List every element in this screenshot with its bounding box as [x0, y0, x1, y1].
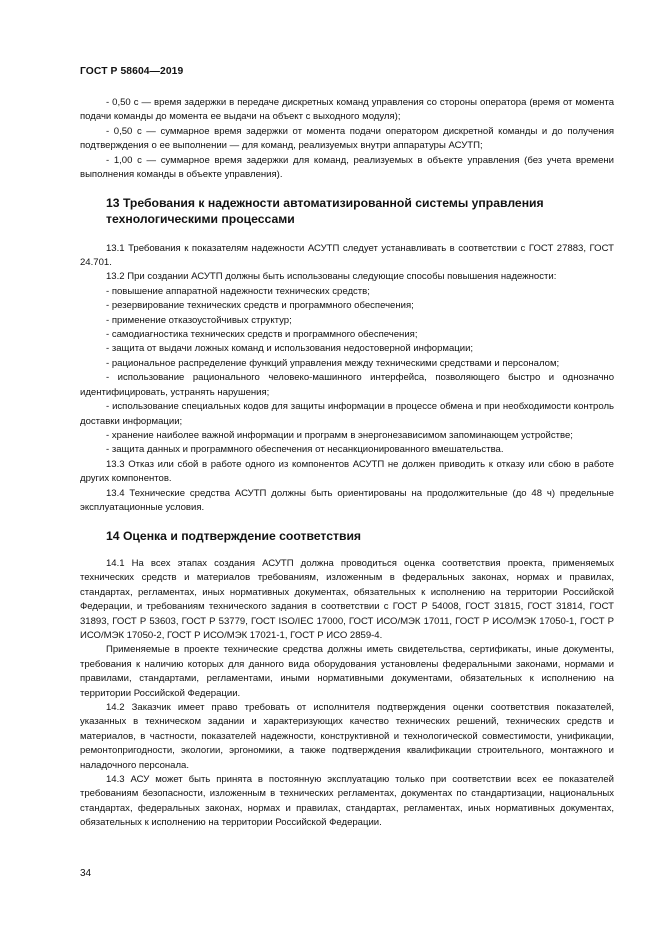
section-13-paragraph: 13.4 Технические средства АСУТП должны быть ориентированы на продолжительные (до 48 ч) предельные эксплуатационные условия. — [80, 487, 614, 513]
reliability-method-item: - защита от выдачи ложных команд и использования недостоверной информации; — [106, 343, 474, 355]
document-body — [80, 96, 614, 831]
section-14-paragraph: Применяемые в проекте технические средства должны иметь свидетельства, сертификаты, иные документы, требования к наличию которых для данного вида оборудования установлены федеральными законами, нормами и правилами, стандартами, регламентами, иными нормативными документами, обязательных к исполнению на территории Российской Федерации. — [80, 644, 614, 699]
section-13-paragraph: 13.1 Требования к показателям надежности АСУТП следует устанавливать в соответствии с ГОСТ 27883, ГОСТ 24.701. — [80, 242, 614, 269]
reliability-method-item: - хранение наиболее важной информации и программ в энергонезависимом запоминающем устройстве; — [106, 429, 573, 441]
reliability-method-item: - повышение аппаратной надежности технических средств; — [106, 285, 370, 297]
reliability-method-item: - резервирование технических средств и программного обеспечения; — [106, 300, 414, 312]
section-14-heading: 14 Оценка и подтверждение соответствия — [106, 529, 362, 544]
reliability-method-item: - защита данных и программного обеспечения от несанкционированного вмешательства. — [106, 444, 504, 456]
reliability-method-item: - самодиагностика технических средств и программного обеспечения; — [106, 329, 418, 341]
reliability-method-item: - применение отказоустойчивых структур; — [106, 314, 292, 326]
section-13-paragraph: 13.3 Отказ или сбой в работе одного из компонентов АСУТП не должен приводить к отказу или сбою в работе других компонентов. — [80, 458, 614, 485]
section-13-paragraph: 13.2 При создании АСУТП должны быть использованы следующие способы повышения надежности: — [106, 271, 557, 283]
section-14-paragraph: 14.1 На всех этапах создания АСУТП должна проводиться оценка соответствия проекта, применяемых технических средств и материалов требованиям, изложенным в федеральных законах, нормах и правилах, стандартах, регламентах, иных нормативных документах, обязательных к исполнению на территории Российской Федерации, и требованиям технического задания в соответствии с ГОСТ Р 54008, ГОСТ 31815, ГОСТ 31814, ГОСТ 31893, ГОСТ Р 53603, ГОСТ Р 53779, ГОСТ ISO/IEC 17000, ГОСТ ИСО/МЭК 17011, ГОСТ Р ИСО/МЭК 17050-1, ГОСТ Р ИСО/МЭК 17050-2, ГОСТ Р ИСО/МЭК 17021-1, ГОСТ Р ИСО 2859-4. — [80, 557, 614, 641]
section-13-heading: 13 Требования к надежности автоматизированной системы управления технологическими процессами — [106, 196, 544, 227]
page-number: 34 — [80, 868, 92, 879]
section-14-paragraph: 14.3 АСУ может быть принята в постоянную эксплуатацию только при соответствии всех ее показателей требованиям безопасности, изложенным в технических регламентах, документах по стандартизации, национальных стандартах, федеральных законах, нормах и правилах, стандартах, регламентах, иных нормативных документах, обязательных к исполнению на территории Российской Федерации. — [80, 774, 614, 829]
reliability-method-item: - использование рационального человеко-машинного интерфейса, позволяющего быстро и однозначно идентифицировать, устранять нарушения; — [80, 372, 614, 398]
intro-item: - 0,50 с — время задержки в передаче дискретных команд управления со стороны оператора (время от момента подачи команды до момента ее выдачи на объект с выходного модуля); — [80, 97, 614, 123]
reliability-method-item: - использование специальных кодов для защиты информации в процессе обмена и при необходимости контроль доставки информации; — [80, 401, 614, 427]
reliability-method-item: - рациональное распределение функций управления между техническими средствами и персоналом; — [106, 357, 560, 369]
intro-item: - 1,00 с — суммарное время задержки для команд, реализуемых в объекте управления (без учета времени выполнения команды в объекте управления). — [80, 154, 614, 181]
intro-item: - 0,50 с — суммарное время задержки от момента подачи оператором дискретной команды и до получения подтверждения о ее выполнении — для команд, реализуемых внутри аппаратуры АСУТП; — [80, 125, 614, 152]
section-14-paragraph: 14.2 Заказчик имеет право требовать от исполнителя подтверждения оценки соответствия показателей, указанных в техническом задании и характеризующих качество технических решений, технических средств и материалов, в частности, показателей надежности, конструктивной и технологической совместимости, унификации, ремонтопригодности, экологии, эргономики, а также подтверждения квалификации строительного, монтажного и наладочного персонала. — [80, 702, 614, 771]
document-header: ГОСТ Р 58604—2019 — [80, 66, 184, 77]
